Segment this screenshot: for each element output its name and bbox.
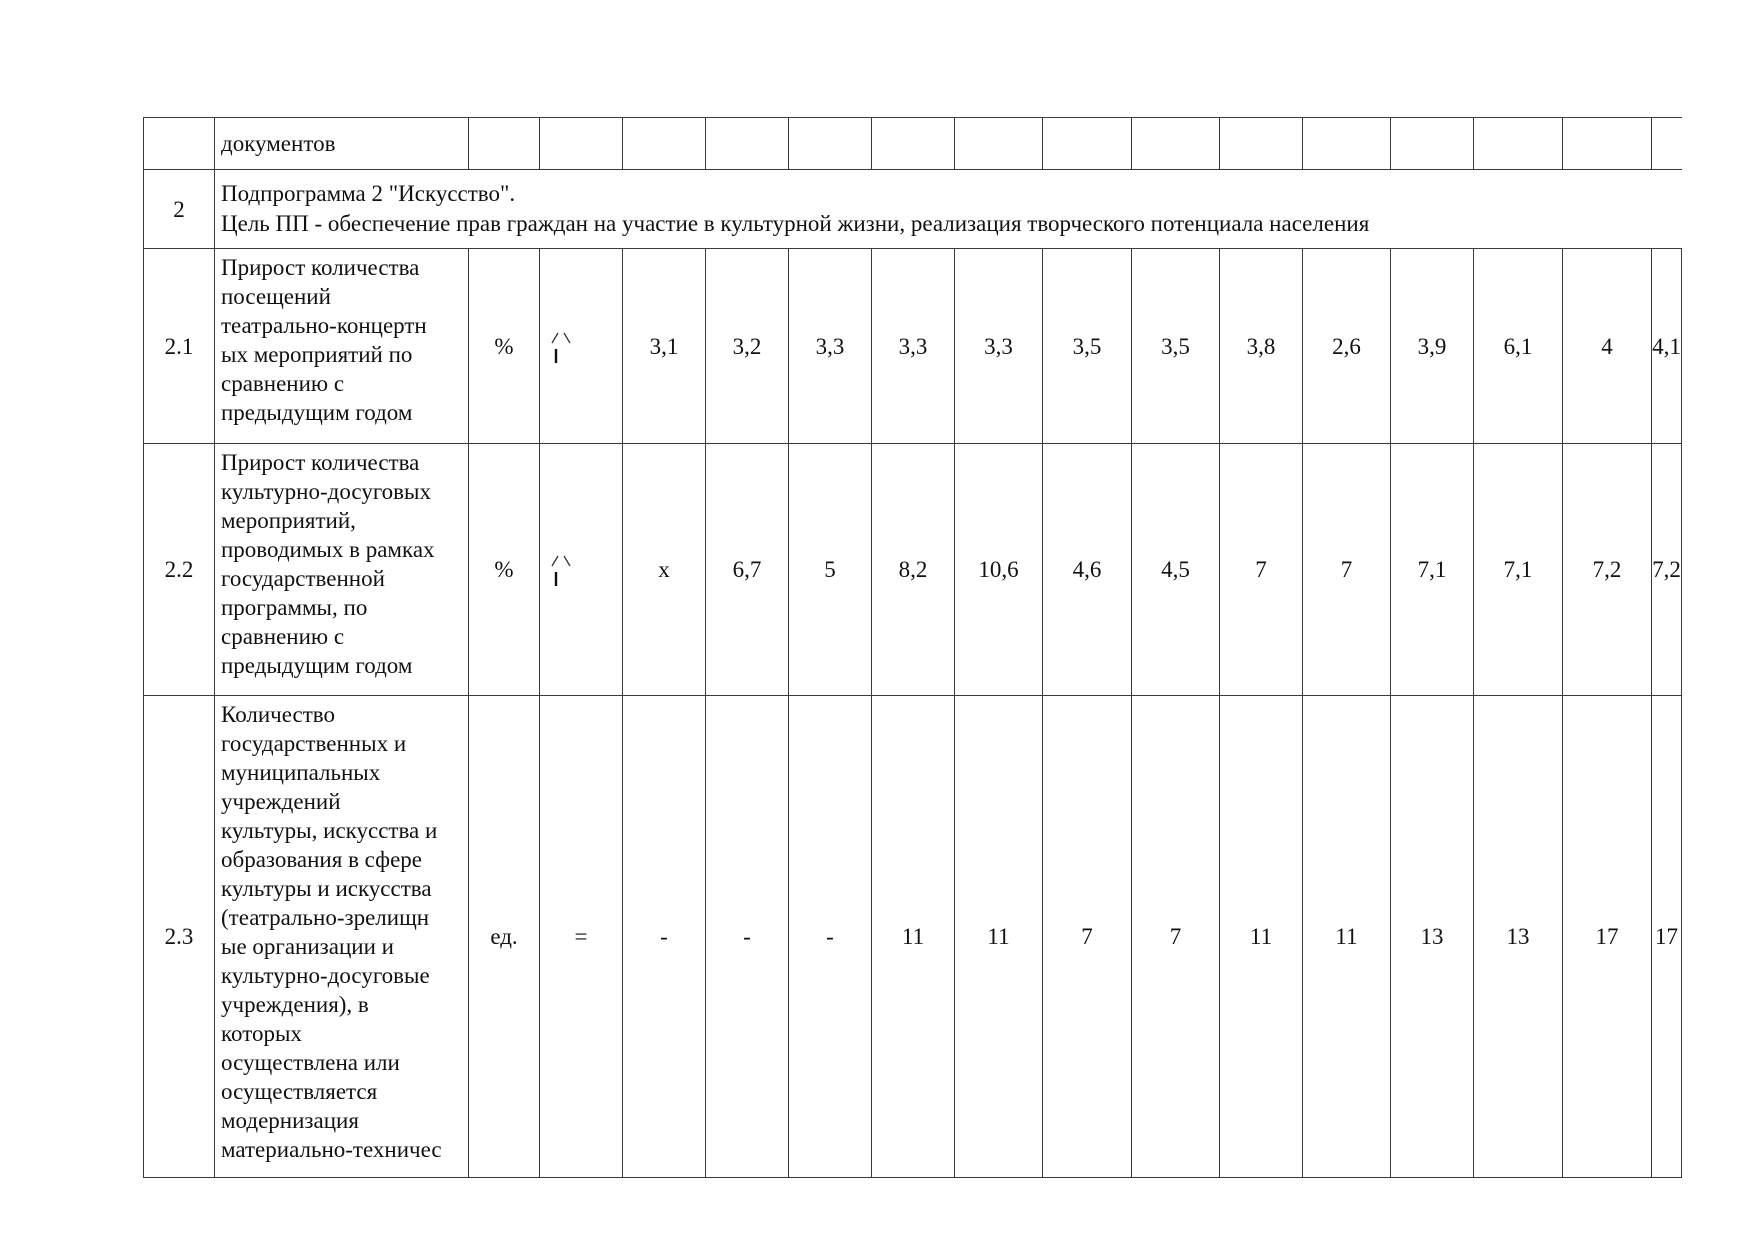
value-cell xyxy=(1652,118,1682,170)
value-cell: - xyxy=(789,696,872,1178)
subprogram-title: Подпрограмма 2 "Искусство". xyxy=(221,181,516,206)
value-cell: 3,1 xyxy=(623,249,706,444)
value-cell: 7,2 xyxy=(1652,444,1682,696)
name-line: ые организации и xyxy=(221,934,394,959)
table-row xyxy=(144,249,1683,444)
name-line: муниципальных xyxy=(221,760,381,785)
indicator-name-cell xyxy=(215,249,469,444)
value-cell xyxy=(1682,249,1683,444)
value-cell xyxy=(706,118,789,170)
name-line: театрально-концертн xyxy=(221,313,427,338)
increase-arrow-icon xyxy=(548,546,582,590)
value-cell: 10,6 xyxy=(955,444,1043,696)
table-row xyxy=(144,696,1683,1178)
value-cell: x xyxy=(623,444,706,696)
name-line: государственных и xyxy=(221,731,407,756)
section-row xyxy=(144,170,1683,249)
value-cell: 7 xyxy=(1303,444,1391,696)
name-line: учреждений xyxy=(221,789,341,814)
value-cell: - xyxy=(623,696,706,1178)
value-cell: 7 xyxy=(1043,696,1132,1178)
trend-cell: = xyxy=(540,696,623,1178)
value-cell xyxy=(1563,118,1652,170)
value-cell xyxy=(789,118,872,170)
value-cell: 3,3 xyxy=(872,249,955,444)
value-cell: 3,2 xyxy=(706,249,789,444)
name-line: предыдущим годом xyxy=(221,400,413,425)
value-cell xyxy=(1391,118,1474,170)
name-line: Прирост количества xyxy=(221,255,420,280)
name-line: ых мероприятий по xyxy=(221,342,413,367)
name-line: предыдущим годом xyxy=(221,653,413,678)
value-cell: 17 xyxy=(1563,696,1652,1178)
increase-arrow-icon xyxy=(548,323,582,367)
value-cell xyxy=(955,118,1043,170)
unit-cell: % xyxy=(469,249,540,444)
indicator-name-cell xyxy=(215,696,469,1178)
name-line: осуществлена или xyxy=(221,1050,400,1075)
value-cell: 3,3 xyxy=(789,249,872,444)
table-row xyxy=(144,118,1683,170)
name-line: Прирост количества xyxy=(221,450,420,475)
value-cell xyxy=(1220,118,1303,170)
name-line: которых xyxy=(221,1021,302,1046)
trend-cell xyxy=(540,249,623,444)
name-line: материально-техничес xyxy=(221,1137,442,1162)
name-line: культурно-досуговые xyxy=(221,963,430,988)
section-heading-cell xyxy=(215,170,1682,249)
name-line: учреждения), в xyxy=(221,992,369,1017)
value-cell: 4 xyxy=(1563,249,1652,444)
name-line: Количество xyxy=(221,702,335,727)
value-cell: 4,1 xyxy=(1652,249,1682,444)
name-line: проводимых в рамках xyxy=(221,537,435,562)
name-line: культуры, искусства и xyxy=(221,818,438,843)
name-line: программы, по xyxy=(221,595,368,620)
value-cell: 7,1 xyxy=(1391,444,1474,696)
indicator-name-cell: документов xyxy=(215,118,469,170)
name-line: государственной xyxy=(221,566,385,591)
trend-cell xyxy=(540,444,623,696)
table-row xyxy=(144,444,1683,696)
value-cell xyxy=(1303,118,1391,170)
value-cell: 13 xyxy=(1474,696,1563,1178)
name-line: образования в сфере xyxy=(221,847,422,872)
section-number-cell: 2 xyxy=(144,170,215,249)
name-line: (театрально-зрелищн xyxy=(221,905,430,930)
value-cell: 11 xyxy=(1303,696,1391,1178)
value-cell: 7 xyxy=(1220,444,1303,696)
value-cell: 3,9 xyxy=(1391,249,1474,444)
value-cell: 3,5 xyxy=(1132,249,1220,444)
value-cell: 17 xyxy=(1652,696,1682,1178)
value-cell: 3,8 xyxy=(1220,249,1303,444)
value-cell: 11 xyxy=(1220,696,1303,1178)
unit-cell: % xyxy=(469,444,540,696)
name-line: осуществляется xyxy=(221,1079,378,1104)
name-line: посещений xyxy=(221,284,331,309)
row-number-cell: 2.2 xyxy=(144,444,215,696)
indicators-table xyxy=(143,117,1682,1178)
value-cell: 8,2 xyxy=(872,444,955,696)
value-cell: 11 xyxy=(955,696,1043,1178)
value-cell xyxy=(1474,118,1563,170)
value-cell xyxy=(1682,696,1683,1178)
value-cell: 13 xyxy=(1391,696,1474,1178)
row-number-cell xyxy=(144,118,215,170)
name-line: культуры и искусства xyxy=(221,876,432,901)
unit-cell: ед. xyxy=(469,696,540,1178)
row-number-cell: 2.1 xyxy=(144,249,215,444)
value-cell xyxy=(623,118,706,170)
name-line: культурно-досуговых xyxy=(221,479,431,504)
name-line: сравнению с xyxy=(221,624,345,649)
value-cell xyxy=(1132,118,1220,170)
value-cell: - xyxy=(706,696,789,1178)
name-line: модернизация xyxy=(221,1108,359,1133)
value-cell: 7 xyxy=(1132,696,1220,1178)
value-cell: 3,3 xyxy=(955,249,1043,444)
value-cell: 5 xyxy=(789,444,872,696)
trend-cell xyxy=(540,118,623,170)
value-cell: 7,2 xyxy=(1563,444,1652,696)
row-number-cell: 2.3 xyxy=(144,696,215,1178)
value-cell: 7,1 xyxy=(1474,444,1563,696)
value-cell: 4,6 xyxy=(1043,444,1132,696)
name-line: сравнению с xyxy=(221,371,345,396)
indicator-name-cell xyxy=(215,444,469,696)
value-cell: 3,5 xyxy=(1043,249,1132,444)
value-cell: 6,1 xyxy=(1474,249,1563,444)
value-cell: 4,5 xyxy=(1132,444,1220,696)
value-cell xyxy=(1682,444,1683,696)
value-cell xyxy=(1043,118,1132,170)
subprogram-goal: Цель ПП - обеспечение прав граждан на участие в культурной жизни, реализация творческого потенциала населения xyxy=(221,211,1370,236)
value-cell: 11 xyxy=(872,696,955,1178)
value-cell: 6,7 xyxy=(706,444,789,696)
value-cell xyxy=(872,118,955,170)
unit-cell xyxy=(469,118,540,170)
name-line: мероприятий, xyxy=(221,508,356,533)
value-cell: 2,6 xyxy=(1303,249,1391,444)
